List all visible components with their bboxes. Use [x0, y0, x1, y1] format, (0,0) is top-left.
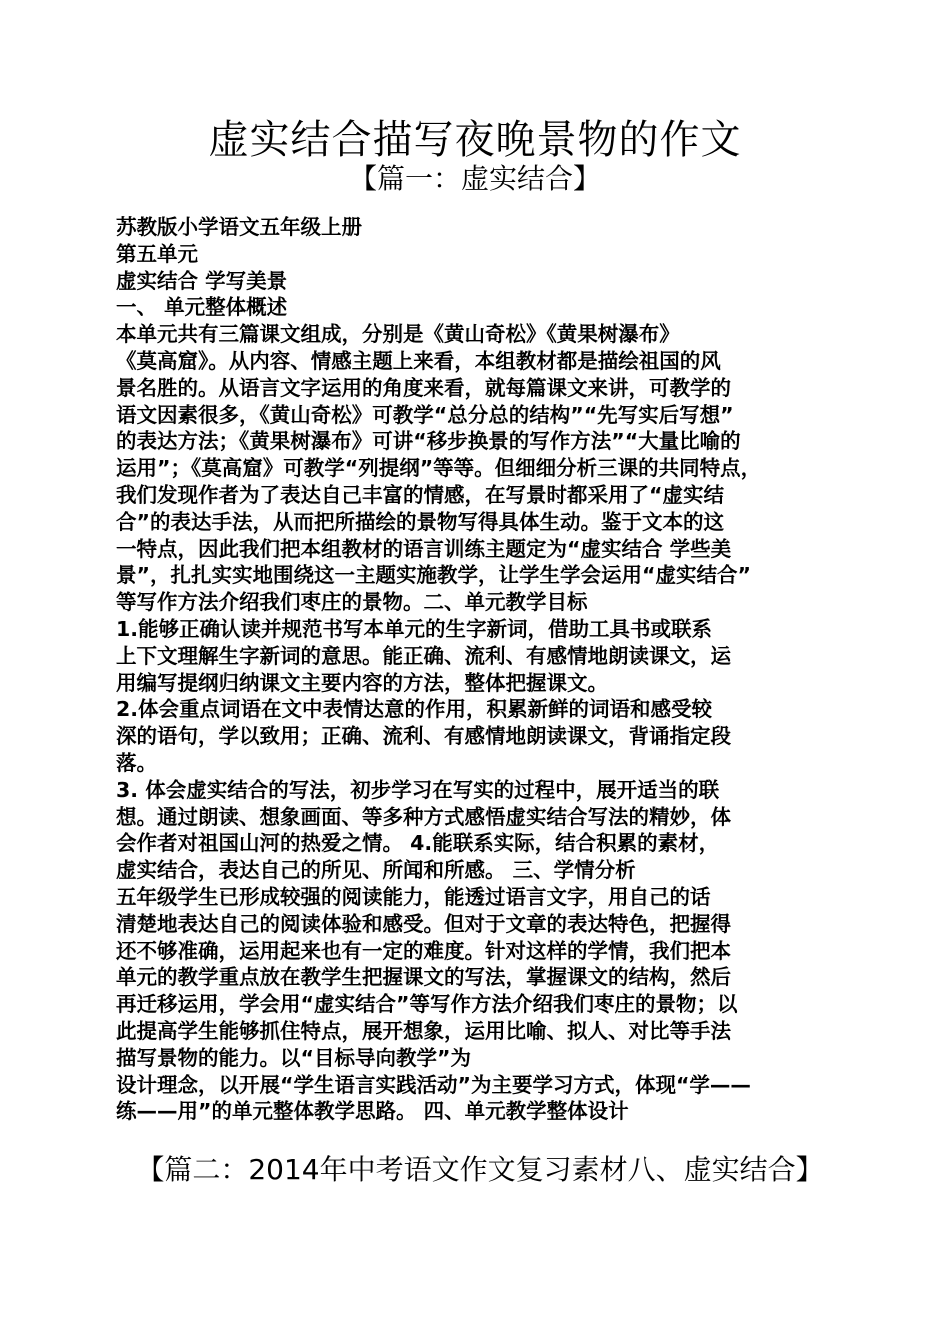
body-line: 用编写提纲归纳课文主要内容的方法，整体把握课文。	[116, 670, 608, 695]
body-line: 再迁移运用，学会用“虚实结合”等写作方法介绍我们枣庄的景物；以	[116, 992, 738, 1017]
body-line: 我们发现作者为了表达自己丰富的情感，在写景时都采用了“虚实结	[116, 482, 724, 507]
body-line: 运用”；《莫高窟》可教学“列提纲”等等。但细细分析三课的共同特点，	[116, 456, 762, 481]
body-line: 《莫高窟》。从内容、情感主题上来看，本组教材都是描绘祖国的风	[116, 348, 721, 373]
body-line: 1.能够正确认读并规范书写本单元的生字新词，借助工具书或联系	[116, 616, 713, 641]
body-line: 本单元共有三篇课文组成，分别是《黄山奇松》《黄果树瀑布》	[116, 322, 680, 347]
body-line: 五年级学生已形成较强的阅读能力，能透过语言文字，用自己的话	[116, 884, 711, 909]
document-title: 虚实结合描写夜晚景物的作文	[208, 117, 742, 163]
body-line: 第五单元	[116, 241, 198, 266]
section-header-1: 【篇一：虚实结合】	[348, 162, 601, 195]
body-line: 一、 单元整体概述	[116, 295, 288, 320]
body-line: 苏教版小学语文五年级上册	[116, 215, 362, 239]
body-line: 会作者对祖国山河的热爱之情。 4.能联系实际，结合积累的素材，	[116, 831, 720, 856]
body-line: 练——用”的单元整体教学思路。 四、单元教学整体设计	[116, 1099, 629, 1124]
body-line: 景”，扎扎实实地围绕这一主题实施教学，让学生学会运用“虚实结合”	[116, 563, 751, 588]
body-line: 虚实结合，表达自己的所见、所闻和所感。 三、学情分析	[116, 858, 636, 883]
body-line: 虚实结合 学写美景	[116, 268, 288, 293]
section-header-2: 【篇二：2014年中考语文作文复习素材八、虚实结合】	[136, 1153, 824, 1186]
body-line: 想。通过朗读、想象画面、等多种方式感悟虚实结合写法的精妙，体	[116, 804, 731, 829]
body-line: 单元的教学重点放在教学生把握课文的写法，掌握课文的结构，然后	[116, 965, 731, 990]
document-body	[116, 214, 846, 1125]
body-line: 还不够准确，运用起来也有一定的难度。针对这样的学情，我们把本	[116, 938, 731, 963]
body-line: 深的语句，学以致用；正确、流利、有感情地朗读课文，背诵指定段	[116, 724, 731, 749]
body-line: 此提高学生能够抓住特点，展开想象，运用比喻、拟人、对比等手法	[116, 1018, 731, 1043]
body-line: 景名胜的。从语言文字运用的角度来看，就每篇课文来讲，可教学的	[116, 375, 731, 400]
body-line: 一特点，因此我们把本组教材的语言训练主题定为“虚实结合 学些美	[116, 536, 732, 561]
body-line: 清楚地表达自己的阅读体验和感受。但对于文章的表达特色，把握得	[116, 911, 731, 936]
body-line: 描写景物的能力。以“目标导向教学”为	[116, 1045, 471, 1070]
body-line: 上下文理解生字新词的意思。能正确、流利、有感情地朗读课文，运	[116, 643, 731, 668]
body-line: 语文因素很多，《黄山奇松》可教学“总分总的结构”“先写实后写想”	[116, 402, 734, 427]
body-line: 设计理念，以开展“学生语言实践活动”为主要学习方式，体现“学——	[116, 1072, 751, 1097]
body-line: 等写作方法介绍我们枣庄的景物。二、单元教学目标	[116, 590, 588, 615]
body-line: 2.体会重点词语在文中表情达意的作用，积累新鲜的词语和感受较	[116, 697, 713, 722]
body-line: 合”的表达手法，从而把所描绘的景物写得具体生动。鉴于文本的这	[116, 509, 724, 534]
body-line: 落。	[116, 750, 157, 775]
body-line: 的表达方法；《黄果树瀑布》可讲“移步换景的写作方法”“大量比喻的	[116, 429, 741, 454]
body-line: 3. 体会虚实结合的写法，初步学习在写实的过程中，展开适当的联	[116, 777, 720, 802]
